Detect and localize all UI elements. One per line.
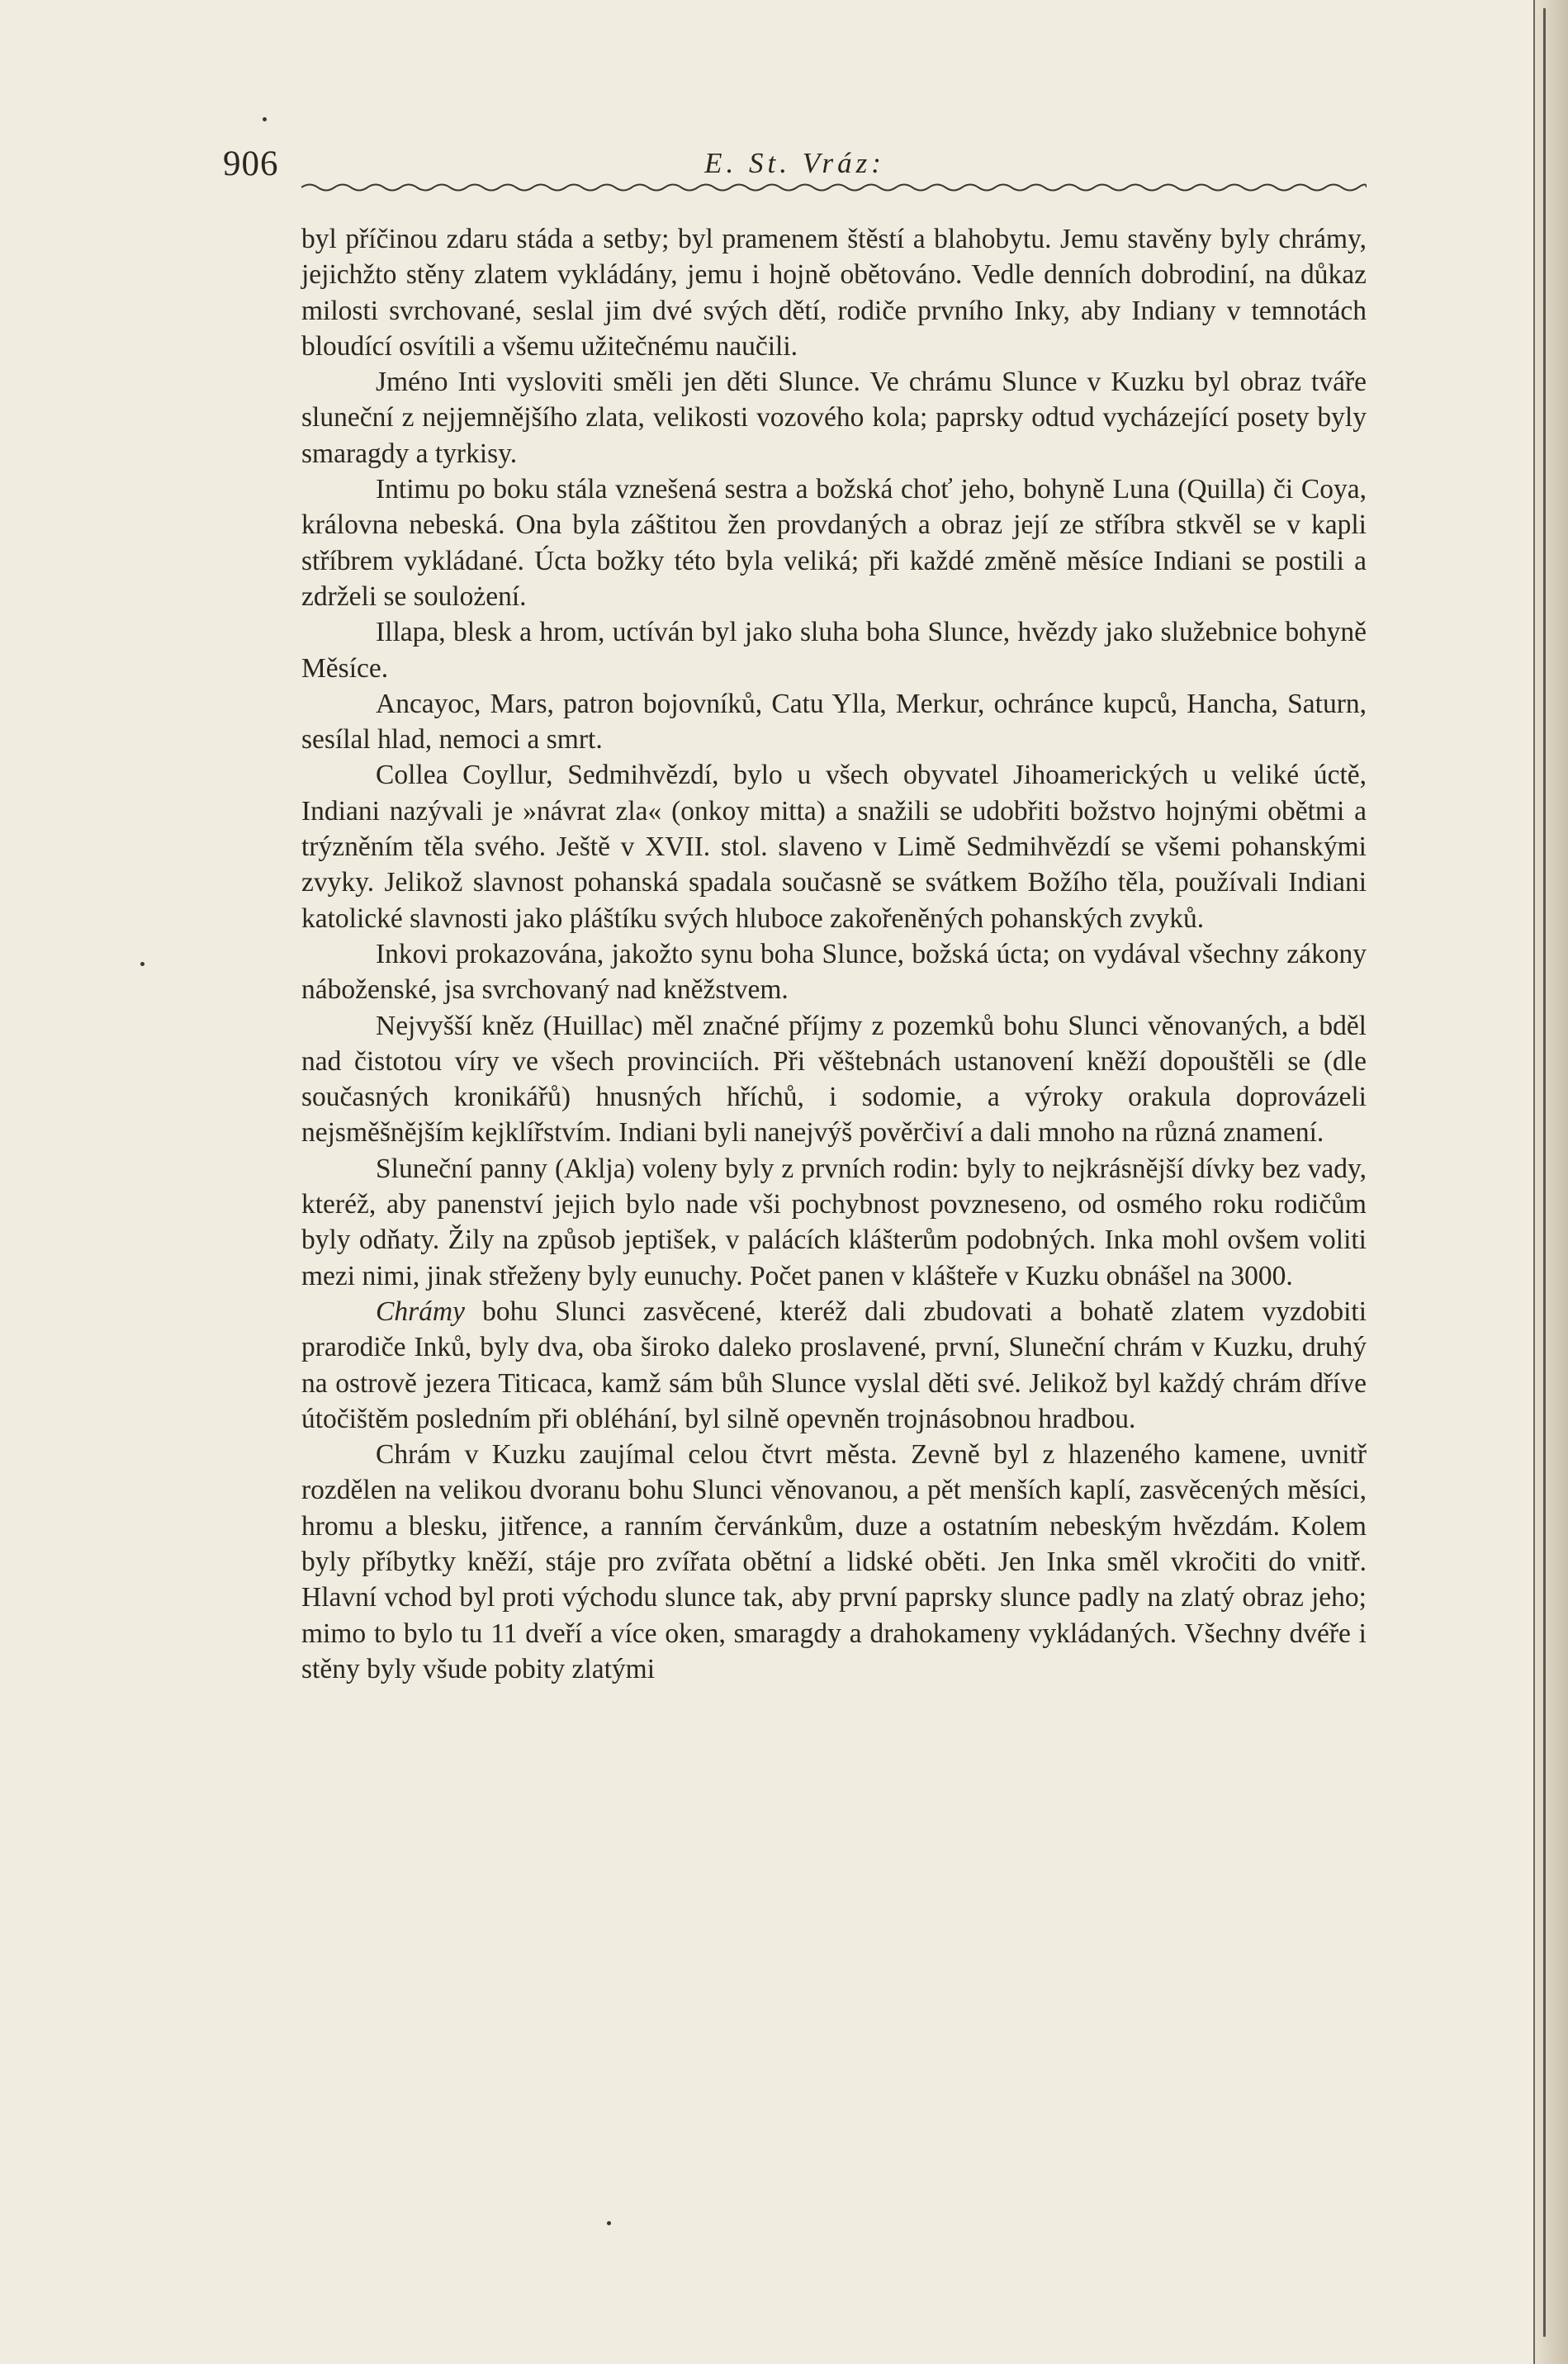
paragraph: Ancayoc, Mars, patron bojovníků, Catu Ylla, Merkur, ochránce kupců, Hancha, Saturn, sesílal hlad, nemoci a smrt. [301, 688, 1367, 756]
paragraph: Chrám v Kuzku zaujímal celou čtvrt města. Zevně byl z hlazeného kamene, uvnitř rozdělen na velikou dvoranu bohu Slunci věnovanou, a pět menších kaplí, zasvěcených měsíci, hromu a blesku, jitřence, a ranním červánkům, duze a ostatním nebeským hvězdám. Kolem byly příbytky kněží, stáje pro zvířata obětní a lidské oběti. Jen Inka směl vkročiti do vnitř. Hlavní vchod byl proti východu slunce tak, aby první paprsky slunce padly na zlatý obraz jeho; mimo to bylo tu 11 dveří a více oken, smaragdy a drahokameny vykládaných. Všechny dvéře i stěny byly všude pobity zlatými [301, 1439, 1367, 1684]
running-header [223, 132, 1367, 190]
speck [607, 2221, 611, 2225]
page-edge [1533, 0, 1568, 2364]
paragraph: Jméno Inti vysloviti směli jen děti Slunce. Ve chrámu Slunce v Kuzku byl obraz tváře sluneční z nejjemnějšího zlata, velikosti vozového kola; paprsky odtud vycházející posety byly smaragdy a tyrkisy. [301, 367, 1367, 469]
paragraph-text: bohu Slunci zasvěcené, kteréž dali zbudovati a bohatě zlatem vyzdobiti prarodiče Inků, byly dva, oba široko daleko proslavené, první, Sluneční chrám v Kuzku, druhý na ostrově jezera Titicaca, kamž sám bůh Slunce vyslal děti své. Jelikož byl každý chrám dříve útočištěm posledním při obléhání, byl silně opevněn trojnásobnou hradbou. [301, 1296, 1367, 1434]
speck [263, 117, 267, 121]
decorative-wave-rule [301, 182, 1367, 193]
paragraph: byl příčinou zdaru stáda a setby; byl pramenem štěstí a blahobytu. Jemu stavěny byly chrámy, jejichžto stěny zlatem vykládány, jemu i hojně obětováno. Vedle denních dobrodiní, na důkaz milosti svrchované, seslal jim dvé svých dětí, rodiče prvního Inky, aby Indiany v temnotách bloudící osvítili a všemu užitečnému naučili. [301, 224, 1367, 362]
italic-lead-word: Chrámy [376, 1296, 465, 1327]
paragraph: Sluneční panny (Aklja) voleny byly z prvních rodin: byly to nejkrásnější dívky bez vady, kteréž, aby panenství jejich bylo nade vši pochybnost povzneseno, od osmého roku rodičům byly odňaty. Žily na způsob jeptišek, v palácích klášterům podobných. Inka mohl ovšem voliti mezi nimi, jinak střeženy byly eunuchy. Počet panen v klášteře v Kuzku obnášel na 3000. [301, 1153, 1367, 1291]
paragraph: Collea Coyllur, Sedmihvězdí, bylo u všech obyvatel Jihoamerických u veliké úctě, Indiani nazývali je »návrat zla« (onkoy mitta) a snažili se udobřiti božstvo hojnými obětmi a trýzněním těla svého. Ještě v XVII. stol. slaveno v Limě Sedmihvězdí se všemi pohanskými zvyky. Jelikož slavnost pohanská spadala současně se svátkem Božího těla, používali Indiani katolické slavnosti jako pláštíku svých hluboce zakořeněných pohanských zvyků. [301, 760, 1367, 934]
binding-rail [1543, 8, 1546, 2337]
paragraph: Inkovi prokazována, jakožto synu boha Slunce, božská úcta; on vydával všechny zákony náboženské, jsa svrchovaný nad kněžstvem. [301, 938, 1367, 1006]
paragraph: Nejvyšší kněz (Huillac) měl značné příjmy z pozemků bohu Slunci věnovaných, a bděl nad čistotou víry ve všech provinciích. Při věštebnách ustanovení kněží dopouštěli se (dle současných kronikářů) hnusných hříchů, i sodomie, a výroky orakula doprovázeli nejsměšnějším kejklířstvím. Indiani byli nanejvýš pověrčiví a dali mnoho na různá znamení. [301, 1010, 1367, 1149]
paragraph: Illapa, blesk a hrom, uctíván byl jako sluha boha Slunce, hvězdy jako služebnice bohyně Měsíce. [301, 617, 1367, 684]
page-number: 906 [223, 144, 279, 183]
paragraph [301, 1294, 1367, 1437]
body-text [301, 221, 1367, 1687]
speck [140, 962, 144, 966]
paragraph: Intimu po boku stála vznešená sestra a božská choť jeho, bohyně Luna (Quilla) či Coya, královna nebeská. Ona byla záštitou žen provdaných a obraz její ze stříbra stkvěl se v kapli stříbrem vykládané. Úcta božky této byla veliká; při každé změně měsíce Indiani se postili a zdrželi se soulożení. [301, 474, 1367, 612]
running-title: E. St. Vráz: [704, 147, 885, 179]
